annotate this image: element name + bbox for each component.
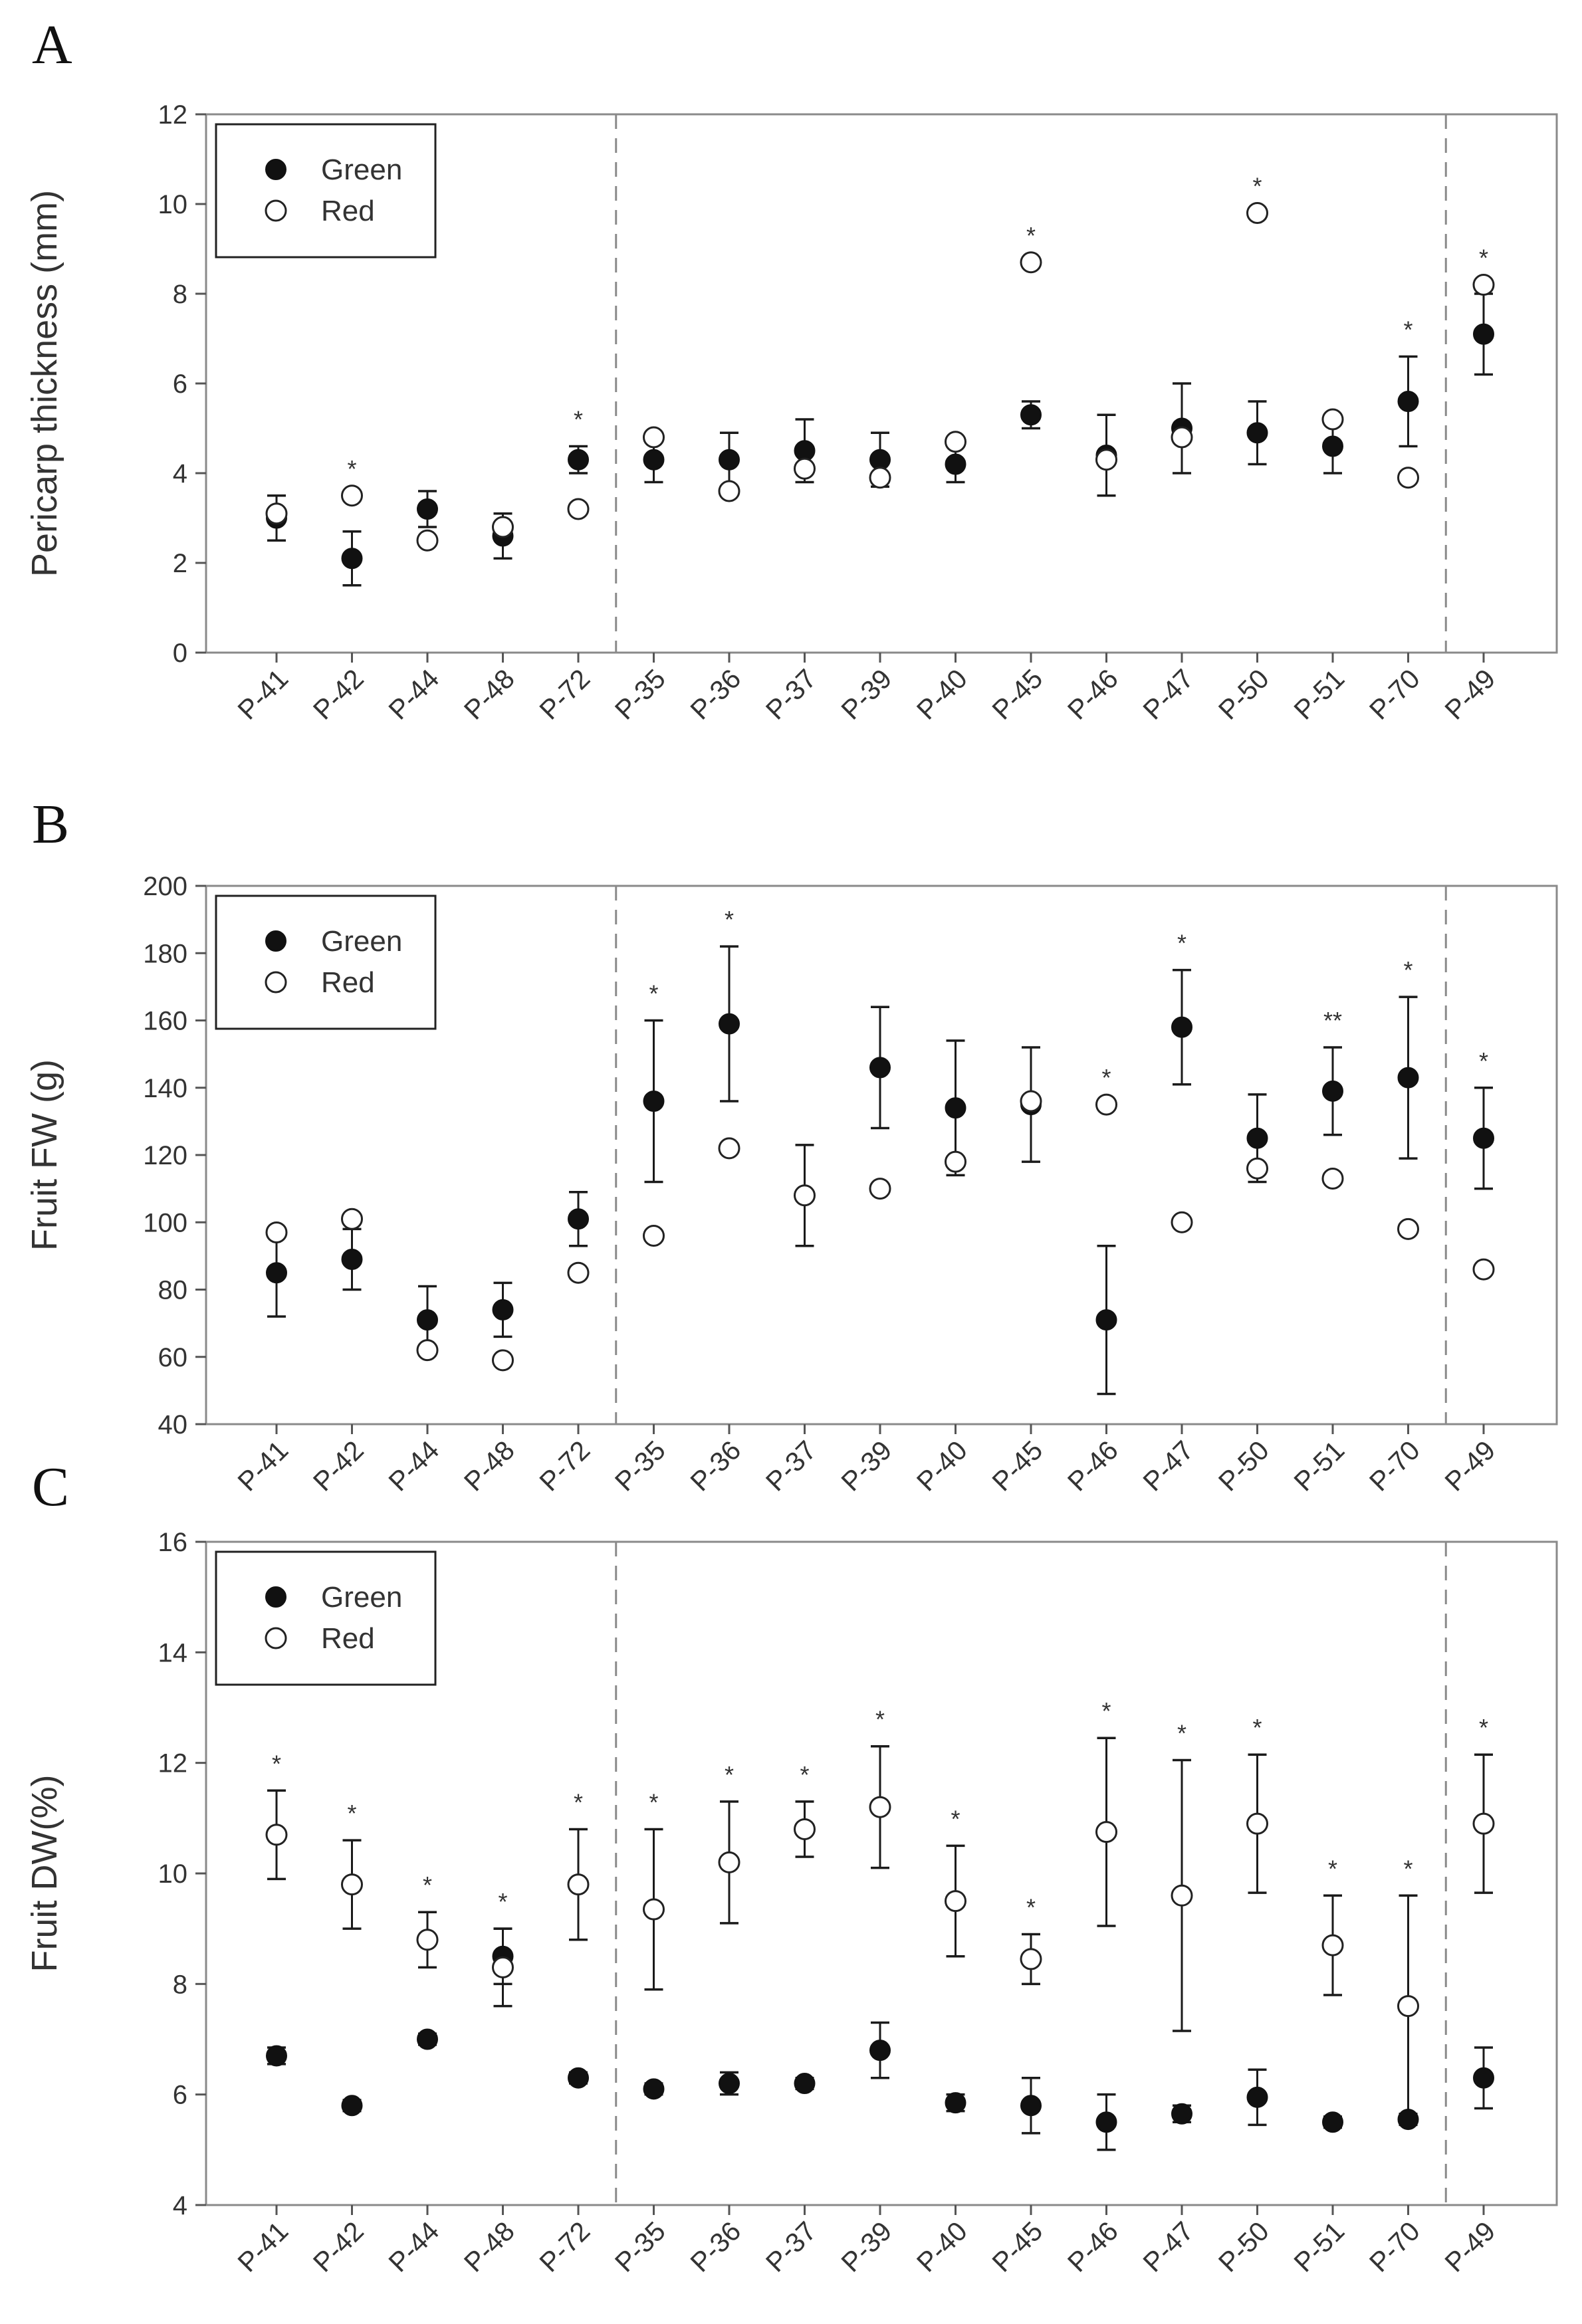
panel-b-y-axis-label: Fruit FW (g): [25, 1059, 64, 1251]
panel-c-point-red: [1172, 1885, 1192, 1905]
panel-a-significance-star: *: [573, 405, 584, 433]
panel-c-point-green: [1474, 2068, 1494, 2088]
panel-b-significance-star: *: [649, 980, 659, 1007]
panel-a-x-tick-label: P-49: [1438, 663, 1502, 726]
panel-c-significance-star: *: [1327, 1855, 1338, 1883]
panel-c-point-green: [1248, 2087, 1268, 2107]
panel-a-y-tick-label: 8: [172, 280, 187, 309]
panel-c-legend: [216, 1552, 435, 1685]
panel-a-legend-red-label: Red: [321, 195, 375, 227]
panel-b-point-green: [1248, 1128, 1268, 1148]
panel-a-point-red: [1172, 427, 1192, 447]
panel-c-legend-green-label: Green: [321, 1581, 403, 1614]
panel-c-point-green: [1172, 2104, 1192, 2124]
panel-b-legend-green-marker: [266, 931, 286, 951]
panel-c-point-red: [1021, 1949, 1041, 1969]
panel-c-point-green: [267, 2046, 286, 2065]
panel-b-point-red: [795, 1186, 815, 1206]
panel-a-point-red: [795, 459, 815, 478]
panel-a-point-green: [1021, 405, 1041, 425]
panel-a-point-green: [644, 450, 664, 470]
panel-b-y-tick-label: 120: [143, 1141, 187, 1170]
panel-a-y-tick-label: 2: [172, 549, 187, 578]
panel-c-x-tick-label: P-70: [1363, 2215, 1426, 2278]
panel-c-x-tick-label: P-40: [911, 2215, 973, 2278]
panel-c-x-tick-label: P-45: [986, 2215, 1049, 2278]
panel-a-legend-box: [216, 124, 435, 257]
panel-a-x-tick-label: P-39: [835, 663, 898, 726]
panel-c-x-tick-label: P-44: [382, 2215, 445, 2278]
panel-b-significance-star: **: [1323, 1007, 1343, 1034]
panel-a-legend-red-marker: [266, 201, 286, 221]
panel-a-significance-star: *: [347, 455, 357, 482]
panel-c-point-red: [870, 1797, 890, 1817]
panel-b-point-green: [870, 1057, 890, 1077]
panel-c-significance-star: *: [1101, 1697, 1111, 1725]
panel-c-y-tick-label: 10: [158, 1859, 187, 1889]
panel-c-point-red: [1248, 1814, 1268, 1834]
panel-b-point-red: [946, 1152, 966, 1172]
panel-c-point-green: [342, 2095, 362, 2115]
panel-c-significance-star: *: [573, 1788, 584, 1816]
panel-c-significance-star: *: [649, 1788, 659, 1816]
panel-b-x-tick-label: P-70: [1363, 1434, 1426, 1497]
panel-c: [25, 1456, 1557, 2278]
panel-b-x-tick-label: P-72: [533, 1434, 596, 1497]
panel-c-point-red: [493, 1957, 513, 1977]
panel-a-point-red: [1097, 450, 1117, 470]
panel-c-point-red: [1474, 1814, 1494, 1834]
panel-b-x-tick-label: P-40: [911, 1434, 973, 1497]
panel-b-point-red: [644, 1226, 664, 1246]
panel-b-y-tick-label: 60: [158, 1342, 187, 1372]
panel-b-x-tick-label: P-45: [986, 1434, 1049, 1497]
panel-b-x-tick-label: P-49: [1438, 1434, 1502, 1497]
panel-c-significance-star: *: [800, 1760, 810, 1788]
panel-a-x-tick-label: P-70: [1363, 663, 1426, 726]
panel-a-point-green: [568, 450, 588, 470]
panel-b-point-green: [493, 1300, 513, 1320]
panel-c-x-tick-label: P-35: [609, 2215, 671, 2278]
panel-a-point-red: [1474, 275, 1494, 295]
panel-a-x-tick-label: P-44: [382, 663, 445, 726]
panel-b-y-tick-label: 200: [143, 872, 187, 901]
panel-a-point-green: [1399, 391, 1418, 411]
panel-a-x-tick-label: P-48: [458, 663, 520, 726]
panel-c-point-green: [1399, 2109, 1418, 2129]
panel-b-legend-red-marker: [266, 972, 286, 992]
panel-a-significance-star: *: [1252, 172, 1262, 200]
panel-a-point-red: [870, 468, 890, 488]
panel-a-y-tick-label: 6: [172, 370, 187, 399]
panel-a-x-tick-label: P-35: [609, 663, 671, 726]
panel-c-significance-star: *: [875, 1705, 885, 1733]
panel-a-point-red: [1021, 253, 1041, 272]
panel-b-legend-red-label: Red: [321, 966, 375, 999]
panel-a-legend-green-marker: [266, 159, 286, 179]
panel-a-x-tick-label: P-37: [760, 663, 822, 726]
panel-a-x-tick-label: P-41: [231, 663, 294, 726]
panel-b-point-green: [1172, 1017, 1192, 1037]
panel-a-significance-star: *: [1478, 244, 1489, 272]
panel-a-legend: [216, 124, 435, 257]
panel-c-legend-green-marker: [266, 1587, 286, 1607]
panel-b-x-tick-label: P-50: [1212, 1434, 1275, 1497]
panel-b-point-green: [644, 1091, 664, 1111]
panel-b-point-green: [946, 1098, 966, 1118]
panel-b-point-red: [568, 1263, 588, 1283]
panel-c-significance-star: *: [1403, 1855, 1413, 1883]
panel-c-point-green: [644, 2079, 664, 2099]
panel-a-point-red: [1323, 409, 1343, 429]
panel-b-x-tick-label: P-41: [231, 1434, 294, 1497]
panel-c-point-red: [568, 1875, 588, 1895]
panel-b-significance-star: *: [1403, 956, 1413, 984]
panel-b-point-green: [417, 1310, 437, 1330]
panel-a-point-green: [946, 455, 966, 475]
panel-a-y-tick-label: 4: [172, 459, 187, 488]
panel-b-x-tick-label: P-51: [1288, 1434, 1351, 1497]
panel-b-point-red: [1474, 1259, 1494, 1279]
panel-c-significance-star: *: [1026, 1893, 1036, 1921]
panel-b-x-tick-label: P-36: [684, 1434, 747, 1497]
panel-a-point-red: [644, 427, 664, 447]
panel-c-x-tick-label: P-37: [760, 2215, 822, 2278]
panel-c-x-tick-label: P-39: [835, 2215, 898, 2278]
panel-c-point-red: [719, 1852, 739, 1872]
panel-c-x-tick-label: P-50: [1212, 2215, 1275, 2278]
panel-c-legend-red-marker: [266, 1628, 286, 1648]
panel-b-point-green: [1323, 1081, 1343, 1101]
panel-b-x-tick-label: P-44: [382, 1434, 445, 1497]
panel-b-point-red: [1248, 1158, 1268, 1178]
panel-c-point-green: [870, 2040, 890, 2060]
panel-c-point-red: [267, 1825, 286, 1845]
panel-b-point-green: [267, 1263, 286, 1283]
panel-b-point-red: [1021, 1091, 1041, 1111]
panel-c-point-red: [795, 1819, 815, 1839]
panel-b-significance-star: *: [1101, 1064, 1111, 1092]
panel-c-legend-red-label: Red: [321, 1622, 375, 1655]
panel-a-point-red: [946, 432, 966, 452]
panel-c-point-green: [946, 2093, 966, 2113]
panel-b-point-red: [719, 1138, 739, 1158]
panel-a-letter: A: [32, 14, 72, 76]
panel-a-x-tick-label: P-45: [986, 663, 1049, 726]
panel-a-y-tick-label: 10: [158, 190, 187, 219]
panel-c-significance-star: *: [951, 1805, 960, 1833]
panel-c-point-red: [1399, 1996, 1418, 2016]
panel-b-point-red: [493, 1350, 513, 1370]
panel-c-significance-star: *: [271, 1750, 282, 1778]
panel-a-significance-star: *: [1403, 316, 1413, 344]
panel-a-y-tick-label: 0: [172, 639, 187, 668]
panel-b-x-tick-label: P-35: [609, 1434, 671, 1497]
panel-b-significance-star: *: [1177, 929, 1187, 957]
panel-b-x-tick-label: P-47: [1137, 1434, 1200, 1497]
panel-c-y-tick-label: 8: [172, 1970, 187, 2000]
panel-b-point-green: [568, 1209, 588, 1229]
panel-c-significance-star: *: [498, 1888, 508, 1916]
panel-c-point-red: [417, 1930, 437, 1950]
panel-c-y-axis-label: Fruit DW(%): [25, 1774, 64, 1972]
panel-a-point-green: [1323, 437, 1343, 457]
panel-b-point-green: [1399, 1068, 1418, 1088]
panel-a-y-axis-label: Pericarp thickness (mm): [25, 189, 64, 578]
panel-c-point-green: [719, 2073, 739, 2093]
panel-c-point-red: [1097, 1822, 1117, 1842]
panel-a-point-green: [417, 499, 437, 519]
panel-c-point-green: [795, 2073, 815, 2093]
panel-b-y-tick-label: 140: [143, 1073, 187, 1103]
panel-c-significance-star: *: [1478, 1714, 1489, 1742]
panel-c-legend-box: [216, 1552, 435, 1685]
panel-b-y-tick-label: 160: [143, 1006, 187, 1036]
panel-c-significance-star: *: [1177, 1719, 1187, 1747]
panel-a-point-red: [493, 517, 513, 537]
panel-b-y-tick-label: 40: [158, 1410, 187, 1439]
panel-c-point-red: [644, 1899, 664, 1919]
panel-a-point-red: [417, 530, 437, 550]
panel-b-y-tick-label: 80: [158, 1275, 187, 1305]
panel-b-letter: B: [32, 793, 70, 855]
panel-c-x-tick-label: P-51: [1288, 2215, 1351, 2278]
panel-b-point-green: [719, 1014, 739, 1034]
panel-a-x-tick-label: P-72: [533, 663, 596, 726]
panel-b-legend-box: [216, 896, 435, 1029]
panel-a-point-green: [1474, 324, 1494, 344]
panel-c-letter: C: [32, 1456, 70, 1518]
panel-c-x-tick-label: P-47: [1137, 2215, 1200, 2278]
panel-a-point-green: [1248, 423, 1268, 443]
panel-c-x-tick-label: P-48: [458, 2215, 520, 2278]
panel-b-significance-star: *: [724, 906, 734, 934]
panel-c-x-tick-label: P-46: [1062, 2215, 1124, 2278]
panel-a-x-tick-label: P-36: [684, 663, 747, 726]
panel-b-point-green: [1097, 1310, 1117, 1330]
panel-c-point-green: [417, 2030, 437, 2050]
panel-b-legend: [216, 896, 435, 1029]
panel-c-point-green: [1323, 2112, 1343, 2132]
panel-a-point-green: [342, 548, 362, 568]
panel-a-y-tick-label: 12: [158, 100, 187, 130]
panel-b-x-tick-label: P-48: [458, 1434, 520, 1497]
panel-c-x-tick-label: P-72: [533, 2215, 596, 2278]
panel-c-y-tick-label: 6: [172, 2080, 187, 2110]
panel-b-x-tick-label: P-39: [835, 1434, 898, 1497]
panel-c-x-tick-label: P-41: [231, 2215, 294, 2278]
panel-a-point-red: [342, 486, 362, 506]
panel-c-y-tick-label: 4: [172, 2191, 187, 2220]
panel-c-point-red: [1323, 1935, 1343, 1955]
panel-b-point-red: [1323, 1168, 1343, 1188]
panel-c-point-green: [1021, 2095, 1041, 2115]
panel-c-point-red: [342, 1875, 362, 1895]
panel-c-y-tick-label: 16: [158, 1528, 187, 1557]
panel-c-x-tick-label: P-42: [307, 2215, 370, 2278]
panel-b-point-red: [1172, 1212, 1192, 1232]
panel-a-x-tick-label: P-51: [1288, 663, 1351, 726]
panel-b-x-tick-label: P-37: [760, 1434, 822, 1497]
panel-b-x-tick-label: P-46: [1062, 1434, 1124, 1497]
panel-a-significance-star: *: [1026, 221, 1036, 249]
panel-a-point-red: [719, 481, 739, 501]
panel-a-point-red: [568, 499, 588, 519]
panel-c-significance-star: *: [724, 1760, 734, 1788]
panel-a-x-tick-label: P-42: [307, 663, 370, 726]
panel-b-x-tick-label: P-42: [307, 1434, 370, 1497]
panel-b-y-tick-label: 180: [143, 939, 187, 969]
panel-b-point-red: [417, 1340, 437, 1360]
panel-c-x-tick-label: P-49: [1438, 2215, 1502, 2278]
panel-a-point-red: [1248, 203, 1268, 223]
panel-c-significance-star: *: [347, 1800, 357, 1828]
panel-b-point-red: [870, 1179, 890, 1199]
panel-c-significance-star: *: [422, 1871, 433, 1899]
panel-c-significance-star: *: [1252, 1714, 1262, 1742]
panel-a-point-green: [719, 450, 739, 470]
panel-c-y-tick-label: 14: [158, 1638, 187, 1668]
panel-b-legend-green-label: Green: [321, 925, 403, 958]
panel-b-y-tick-label: 100: [143, 1208, 187, 1238]
panel-c-point-green: [568, 2068, 588, 2088]
panel-b-point-green: [1474, 1128, 1494, 1148]
panel-b-point-green: [342, 1249, 362, 1269]
panel-b-significance-star: *: [1478, 1047, 1489, 1075]
panel-c-y-tick-label: 12: [158, 1748, 187, 1778]
panel-a-legend-green-label: Green: [321, 154, 403, 186]
panel-b-point-red: [267, 1222, 286, 1242]
panel-a-x-tick-label: P-40: [911, 663, 973, 726]
panel-b-point-red: [1097, 1095, 1117, 1114]
panel-a-x-tick-label: P-47: [1137, 663, 1200, 726]
panel-a-point-red: [267, 504, 286, 524]
panel-c-x-tick-label: P-36: [684, 2215, 747, 2278]
panel-a-point-red: [1399, 468, 1418, 488]
panel-a-x-tick-label: P-50: [1212, 663, 1275, 726]
panel-a: [25, 14, 1557, 726]
panel-a-x-tick-label: P-46: [1062, 663, 1124, 726]
panel-b-point-red: [1399, 1219, 1418, 1239]
panel-c-point-red: [946, 1891, 966, 1911]
panel-c-point-green: [1097, 2112, 1117, 2132]
panel-b: [25, 793, 1557, 1497]
panel-b-point-red: [342, 1209, 362, 1229]
